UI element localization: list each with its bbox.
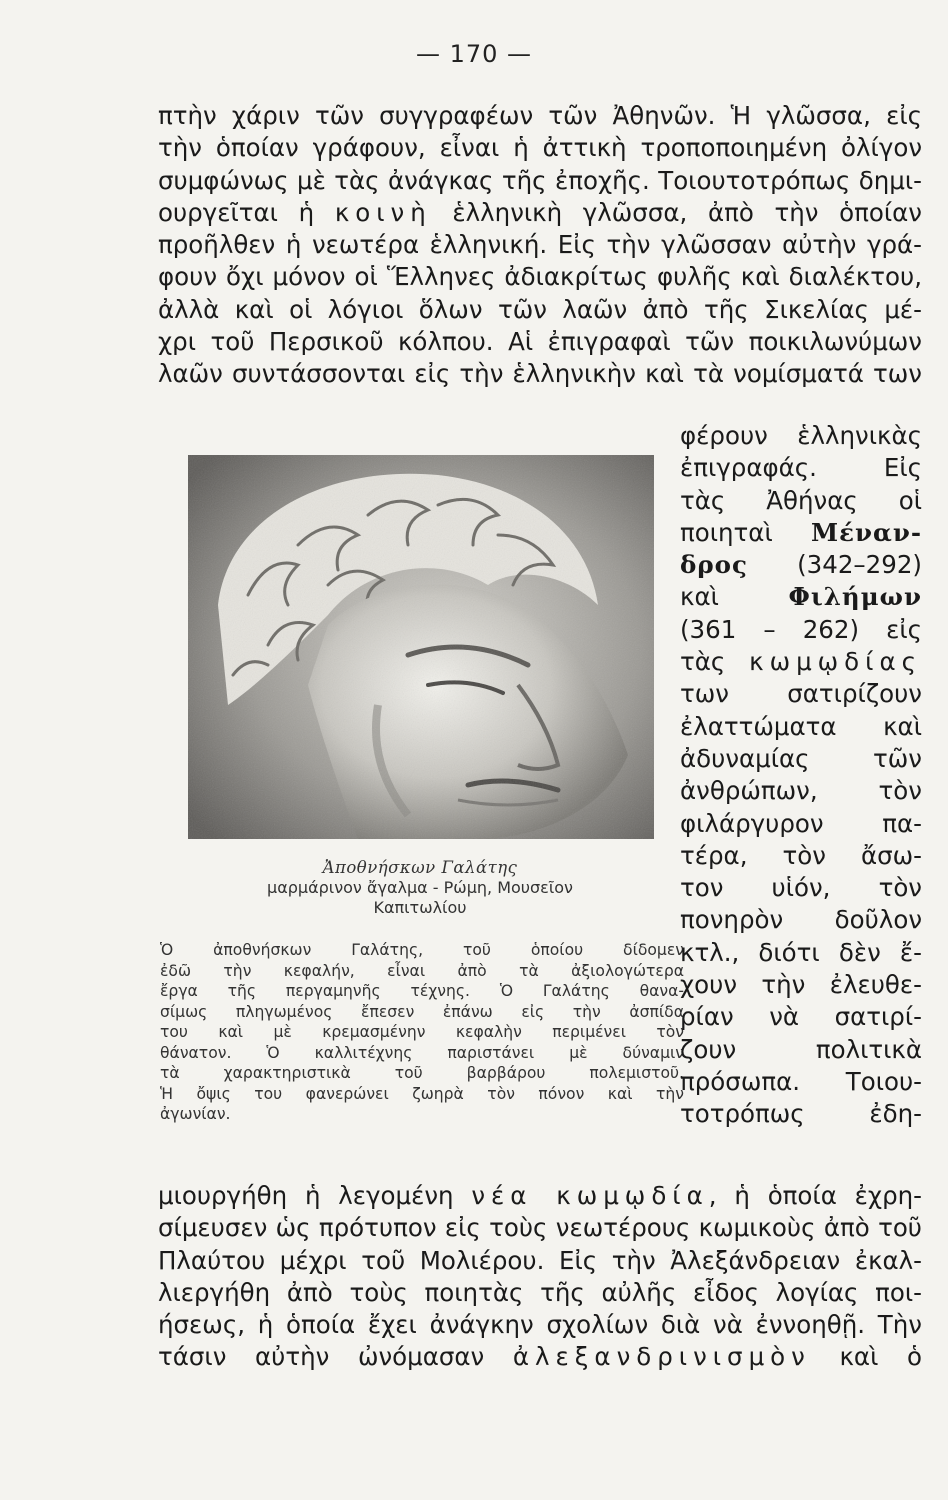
emphasis-alexandrinismos: ἀλεξανδρινισμὸν [512,1342,811,1372]
text-line: πρόσωπα. Τοιου- [680,1066,922,1096]
text-line: τὰς κωμῳδίας [680,647,922,677]
text-line: φέρουν ἑλληνικὰς [680,421,922,450]
caption-line: θάνατον. Ὁ καλλιτέχνης παριστάνει μὲ δύναμιν [160,1043,684,1062]
text-line: πτὴν χάριν τῶν συγγραφέων τῶν Ἀθηνῶν. Ἡ γλῶσσα, εἰς [158,101,922,130]
text-line: κτλ., διότι δὲν ἔ- [680,937,922,967]
text-line: λαῶν συντάσσονται εἰς τὴν ἑλληνικὴν καὶ τὰ νομίσματά των [158,359,922,389]
text-line: ουργεῖται ἡ κοινὴ ἑλληνικὴ γλῶσσα, ἀπὸ τὴν ὁποίαν [158,197,922,227]
text-line: χρι τοῦ Περσικοῦ κόλπου. Αἱ ἐπιγραφαὶ τῶν ποικιλωνύμων [158,327,922,357]
sculpture-photo [188,455,654,839]
name-menandros-cont: δρος [680,550,748,580]
text-line: ζουν πολιτικὰ [680,1034,922,1064]
emphasis-nea-komodia: νέα κωμῳδία [471,1181,709,1210]
text-line: συμφώνως μὲ τὰς ἀνάγκας τῆς ἐποχῆς. Τοιουτοτρόπως δημι- [158,165,922,195]
text-line: τὴν ὁποίαν γράφουν, εἶναι ἡ ἀττικὴ τροποποιημένη ὀλίγον [158,133,922,163]
text-line: τέρα, τὸν ἄσω- [680,840,922,870]
caption-subtitle: μαρμάρινον ἄγαλμα - Ρώμη, Μουσεῖον [267,878,573,897]
text-line: τὰς Ἀθήνας οἱ [680,485,922,515]
paragraph-bottom [158,1180,922,1374]
text-line: προῆλθεν ἡ νεωτέρα ἑλληνική. Εἰς τὴν γλῶσσαν αὐτὴν γρά- [158,230,922,260]
text-line: σίμευσεν ὡς πρότυπον εἰς τοὺς νεωτέρους κωμικοὺς ἀπὸ τοῦ [158,1213,922,1243]
page-number: — 170 — [415,40,533,68]
caption-line: τὰ χαρακτηριστικὰ τοῦ βαρβάρου πολεμιστοῦ. [160,1064,684,1082]
text-line: των σατιρίζουν [680,679,922,709]
caption-line: Ἡ ὄψις του φανερώνει ζωηρὰ τὸν πόνον καὶ τὴν [160,1084,684,1103]
text-line: Πλαύτου μέχρι τοῦ Μολιέρου. Εἰς τὴν Ἀλεξάνδρειαν ἐκαλ- [158,1245,922,1275]
text-line: χουν τὴν ἐλευθε- [680,970,922,1000]
text-line: ἀλλὰ καὶ οἱ λόγιοι ὅλων τῶν λαῶν ἀπὸ τῆς Σικελίας μέ- [158,294,922,324]
emphasis-komodias: κωμῳδίας [749,647,922,677]
text-line: (361 – 262) εἰς [680,614,922,644]
figure-caption [170,858,670,918]
text-line: καὶ Φιλήμων [680,582,922,612]
caption-line: ἐδῶ τὴν κεφαλήν, εἶναι ἀπὸ τὰ ἀξιολογώτερα [160,961,684,980]
caption-title: Ἀποθνήσκων Γαλάτης [322,858,518,877]
caption-line: του καὶ μὲ κρεμασμένην κεφαλὴν περιμένει τὸν [160,1023,684,1041]
sculpture-photo-graphic [188,455,654,839]
text-line: φουν ὄχι μόνον οἱ Ἕλληνες ἀδιακρίτως φυλῆς καὶ διαλέκτου, [158,262,922,292]
text-line: ρίαν νὰ σατιρί- [680,1002,922,1032]
text-line: ἐλαττώματα καὶ [680,711,922,741]
text-line: τον υἱόν, τὸν [680,873,922,903]
text-line: τάσιν αὐτὴν ὠνόμασαν ἀλεξανδρινισμὸν καὶ ὁ [158,1342,922,1372]
column-right [680,420,922,1131]
name-philemon: Φιλήμων [788,582,922,612]
text-line: τοτρόπως ἐδη- [680,1099,922,1129]
caption-line: ἔργα τῆς περγαμηνῆς τέχνης. Ὁ Γαλάτης θανα- [160,982,684,1000]
text-line: δρος (342–292) [680,550,922,580]
caption-line: Ὁ ἀποθνήσκων Γαλάτης, τοῦ ὁποίου δίδομεν [160,941,684,959]
paragraph-top [158,100,922,391]
text-line: ἀδυναμίας τῶν [680,743,922,773]
emphasis-koine: κοινὴ [334,197,432,227]
text-line: ἐπιγραφάς. Εἰς [680,453,922,483]
text-line: φιλάργυρον πα- [680,808,922,838]
caption-line: ἀγωνίαν. [160,1105,231,1123]
text-line: λιεργήθη ἀπὸ τοὺς ποιητὰς τῆς αὐλῆς εἶδος λογίας ποι- [158,1277,922,1307]
text-line: ποιηταὶ Μέναν- [680,517,922,547]
text-line: μιουργήθη ἡ λεγομένη νέα κωμῳδία, ἡ ὁποία ἐχρη- [158,1181,922,1210]
text-line: ήσεως, ἡ ὁποία ἔχει ἀνάγκην σχολίων διὰ νὰ ἐννοηθῇ. Τὴν [158,1310,922,1340]
text-line: πονηρὸν δοῦλον [680,905,922,935]
caption-description [160,940,684,1125]
text-line: ἀνθρώπων, τὸν [680,776,922,806]
caption-line: σίμως πληγωμένος ἔπεσεν ἐπάνω εἰς τὴν ἀσπίδα [160,1002,684,1021]
caption-subtitle: Καπιτωλίου [373,898,467,917]
name-menandros: Μέναν- [810,517,922,547]
